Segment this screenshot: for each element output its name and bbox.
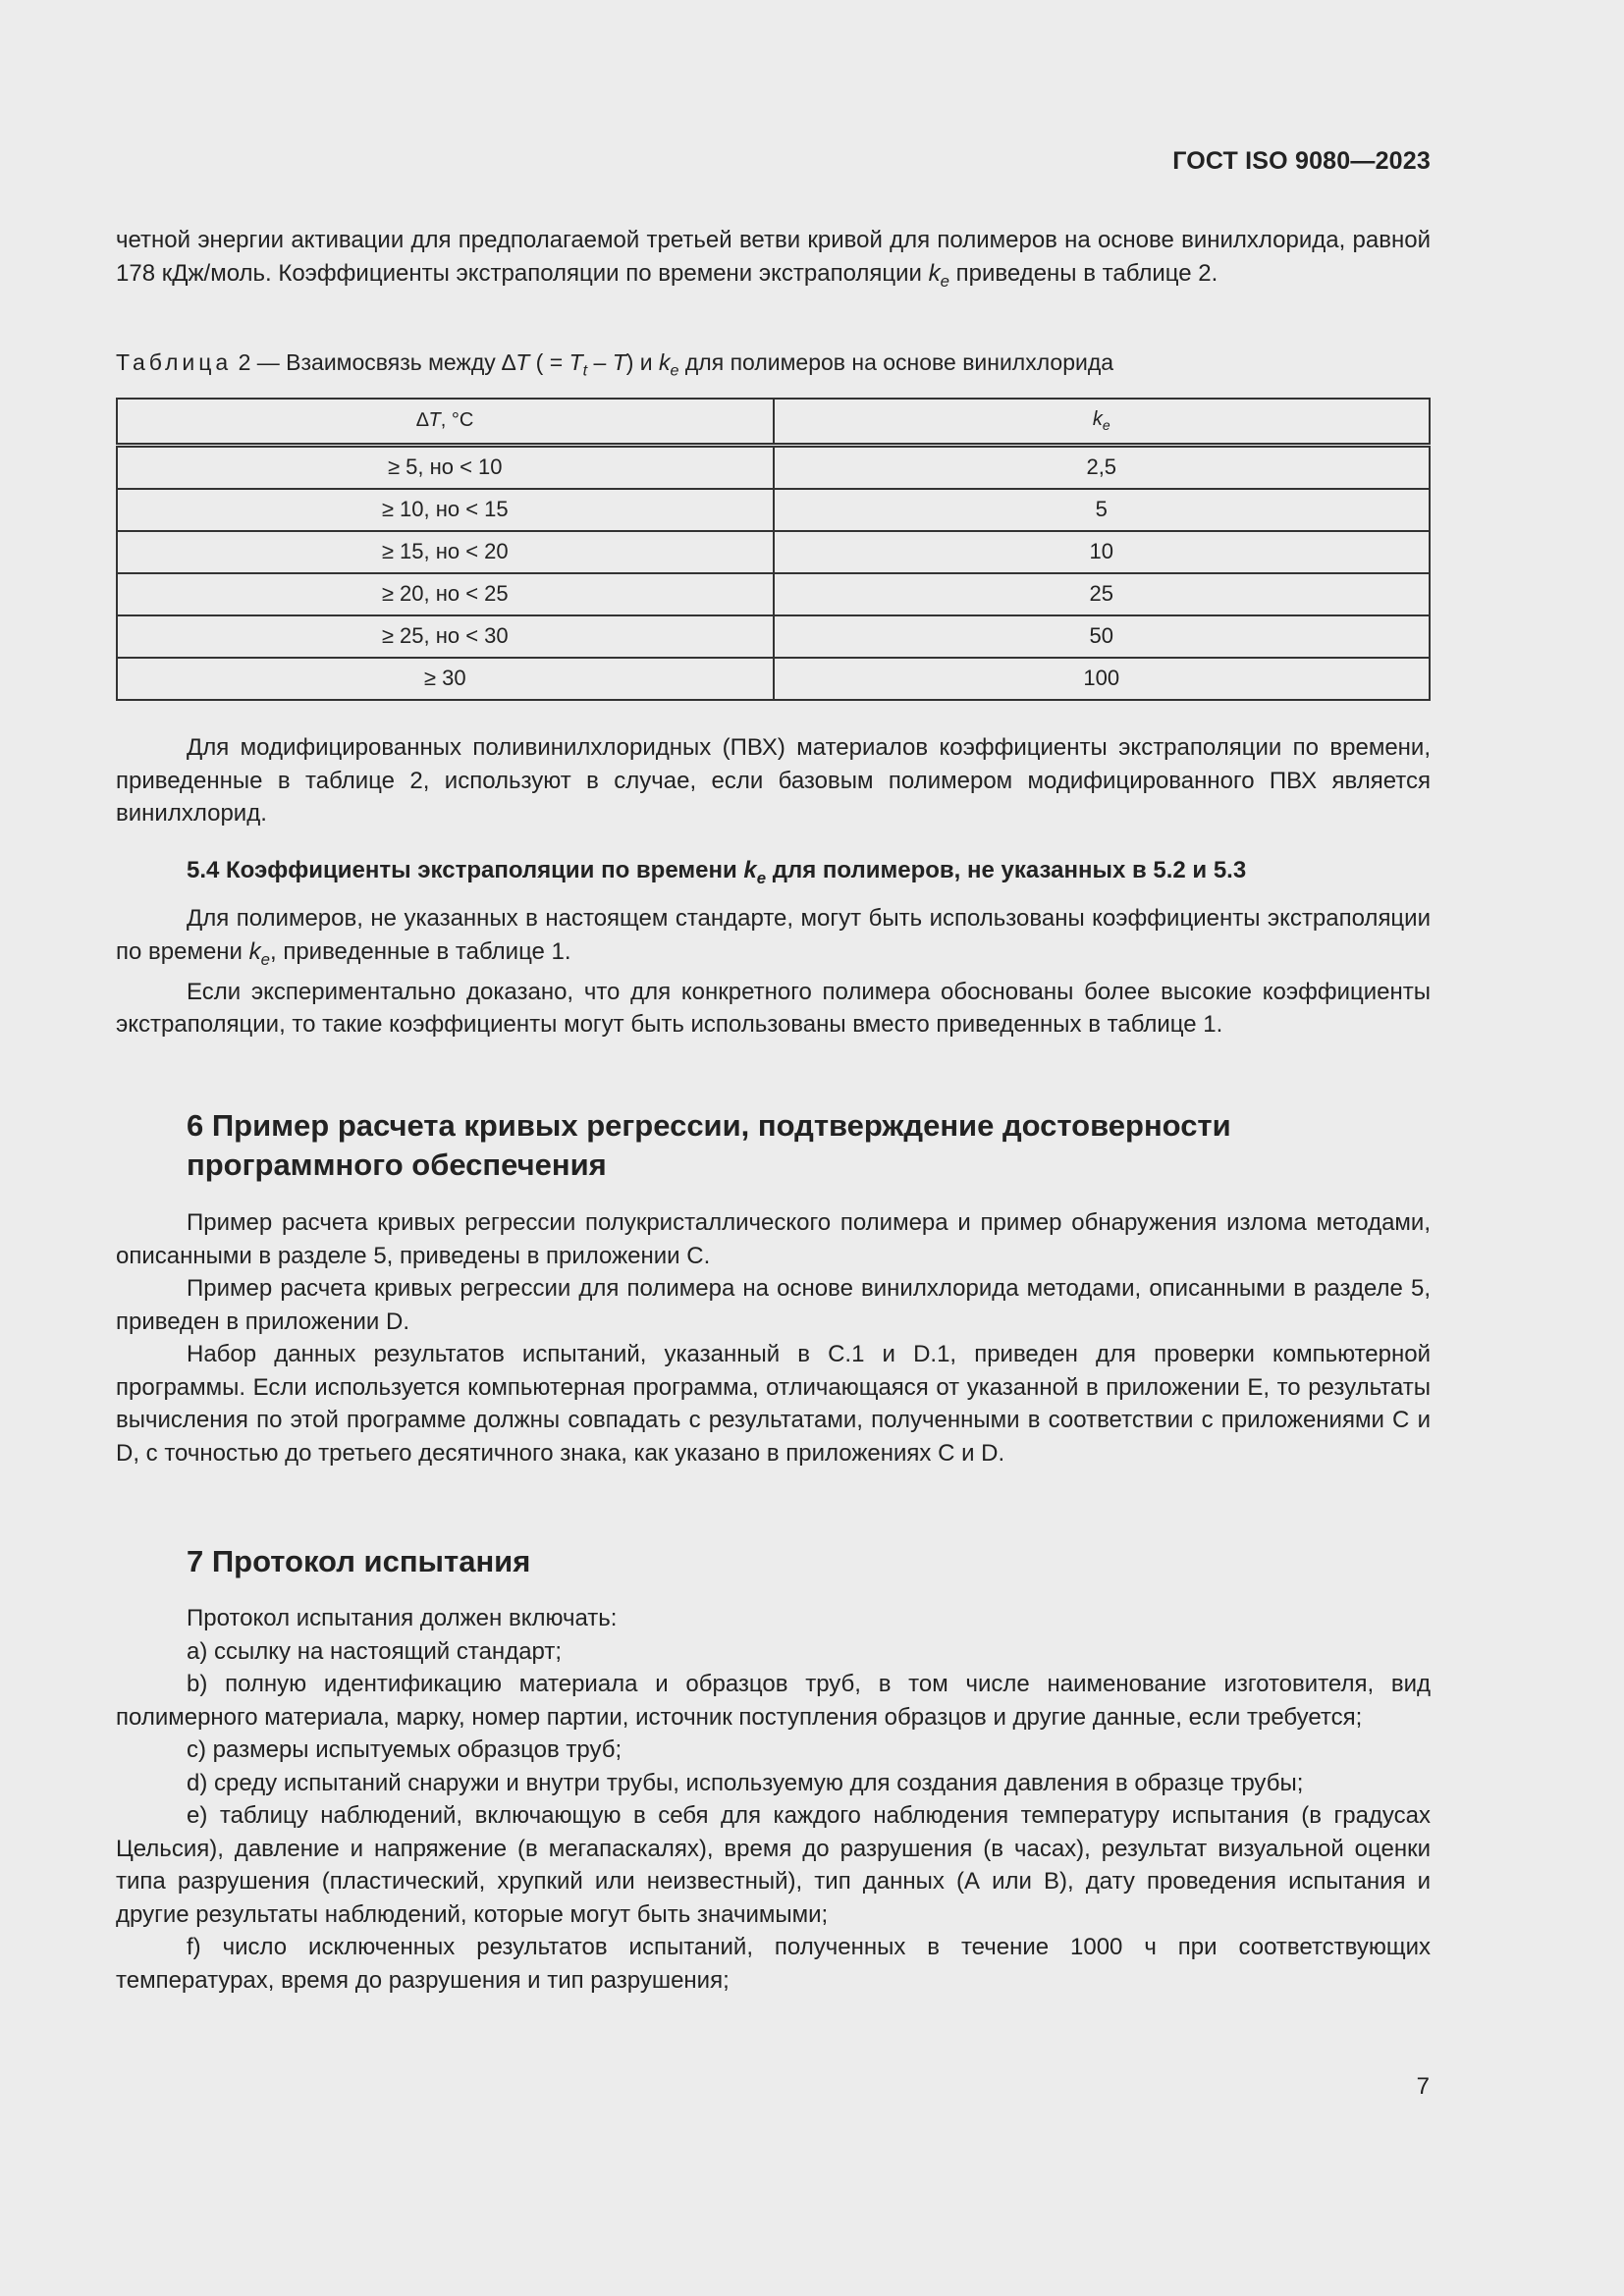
section-5-4-body [116, 902, 1431, 1041]
intro-paragraph: четной энергии активации для предполагаемой третьей ветви кривой для полимеров на основе винилхлорида, равной 178 кДж/моль. Коэффициенты экстраполяции по времени экстраполяции $k_e$ приведены в таблице 2. [116, 227, 1431, 291]
table-row [117, 658, 1430, 700]
table-row [117, 573, 1430, 615]
list-item: а) ссылку на настоящий стандарт; [187, 1637, 563, 1665]
section-7-title: 7 Протокол испытания [187, 1544, 531, 1578]
table-cell-range: ≥ 30 [117, 658, 774, 700]
intro-block [116, 224, 1431, 297]
table-cell-range: ≥ 20, но < 25 [117, 573, 774, 615]
document-header: ГОСТ ISO 9080—2023 [1172, 147, 1431, 175]
table2-caption: Таблица 2 — Взаимосвязь между ∆T ( = $T_t - T$) и $k_e$ для полимеров на основе винилхлорида [116, 349, 1114, 380]
table-cell-range: ≥ 5, но < 10 [117, 445, 774, 489]
section-5-4 [116, 854, 1431, 894]
section-6-body [116, 1206, 1431, 1469]
table-cell-ke: 5 [774, 489, 1431, 531]
section-6-title: 6 Пример расчета кривых регрессии, подтверждение достоверности программного обеспечения [187, 1108, 1231, 1182]
table2-block [116, 347, 1431, 701]
section-6-paragraph-1: Пример расчета кривых регрессии полукристаллического полимера и пример обнаружения излома методами, описанными в разделе 5, приведены в приложении С. [116, 1209, 1431, 1269]
list-item: с) размеры испытуемых образцов труб; [187, 1736, 623, 1763]
section-5-4-paragraph-1: Для полимеров, не указанных в настоящем стандарте, могут быть использованы коэффициенты экстраполяции по времени $k_e$, приведенные в таблице 1. [116, 905, 1431, 969]
table-row [117, 531, 1430, 573]
table-header-ke: $k_e$ [774, 399, 1431, 446]
section-7-body [116, 1602, 1431, 1997]
table-cell-ke: 100 [774, 658, 1431, 700]
list-item: е) таблицу наблюдений, включающую в себя для каждого наблюдения температуру испытания (в градусах Цельсия), давление и напряжение (в мегапаскалях), время до разрушения (в часах), результат визуальной оценки типа разрушения (пластический, хрупкий или неизвестный), тип данных (А или В), дату проведения испытания и другие результаты наблюдений, которые могут быть значимыми; [116, 1802, 1431, 1928]
section-7 [116, 1542, 1431, 1581]
table-cell-ke: 10 [774, 531, 1431, 573]
section-6-paragraph-3: Набор данных результатов испытаний, указанный в С.1 и D.1, приведен для проверки компьютерной программы. Если используется компьютерная программа, отличающаяся от указанной в приложении Е, то результаты вычисления по этой программе должны совпадать с результатами, полученными в соответствии с приложениями С и D, с точностью до третьего десятичного знака, как указано в приложениях С и D. [116, 1341, 1431, 1467]
section-6 [116, 1106, 1431, 1185]
list-item: b) полную идентификацию материала и образцов труб, в том числе наименование изготовителя, вид полимерного материала, марку, номер партии, источник поступления образцов и другие данные, если требуется; [116, 1671, 1431, 1731]
table-header-delta-t: ∆T, °C [117, 399, 774, 446]
table-cell-ke: 25 [774, 573, 1431, 615]
section-6-paragraph-2: Пример расчета кривых регрессии для полимера на основе винилхлорида методами, описанными в разделе 5, приведен в приложении D. [116, 1275, 1431, 1335]
table-cell-range: ≥ 10, но < 15 [117, 489, 774, 531]
table-cell-range: ≥ 15, но < 20 [117, 531, 774, 573]
list-item: f) число исключенных результатов испытаний, полученных в течение 1000 ч при соответствующих температурах, время до разрушения и тип разрушения; [116, 1934, 1431, 1994]
table-header-row [117, 399, 1430, 446]
section-5-4-paragraph-2: Если экспериментально доказано, что для конкретного полимера обоснованы более высокие коэффициенты экстраполяции, то такие коэффициенты могут быть использованы вместо приведенных в таблице 1. [116, 978, 1431, 1039]
page-number: 7 [1416, 2073, 1430, 2100]
table2 [116, 398, 1431, 701]
list-item: d) среду испытаний снаружи и внутри трубы, используемую для создания давления в образце трубы; [187, 1769, 1304, 1796]
table-cell-range: ≥ 25, но < 30 [117, 615, 774, 658]
table-cell-ke: 50 [774, 615, 1431, 658]
table-row [117, 615, 1430, 658]
table-row [117, 489, 1430, 531]
pvc-paragraph: Для модифицированных поливинилхлоридных (ПВХ) материалов коэффициенты экстраполяции по времени, приведенные в таблице 2, используют в случае, если базовым полимером модифицированного ПВХ является винилхлорид. [116, 734, 1431, 827]
section-5-4-title: 5.4 Коэффициенты экстраполяции по времени $k_e$ для полимеров, не указанных в 5.2 и 5.3 [187, 857, 1247, 887]
table-cell-ke: 2,5 [774, 445, 1431, 489]
section-7-intro: Протокол испытания должен включать: [187, 1605, 618, 1631]
pvc-block [116, 731, 1431, 830]
table-row [117, 445, 1430, 489]
